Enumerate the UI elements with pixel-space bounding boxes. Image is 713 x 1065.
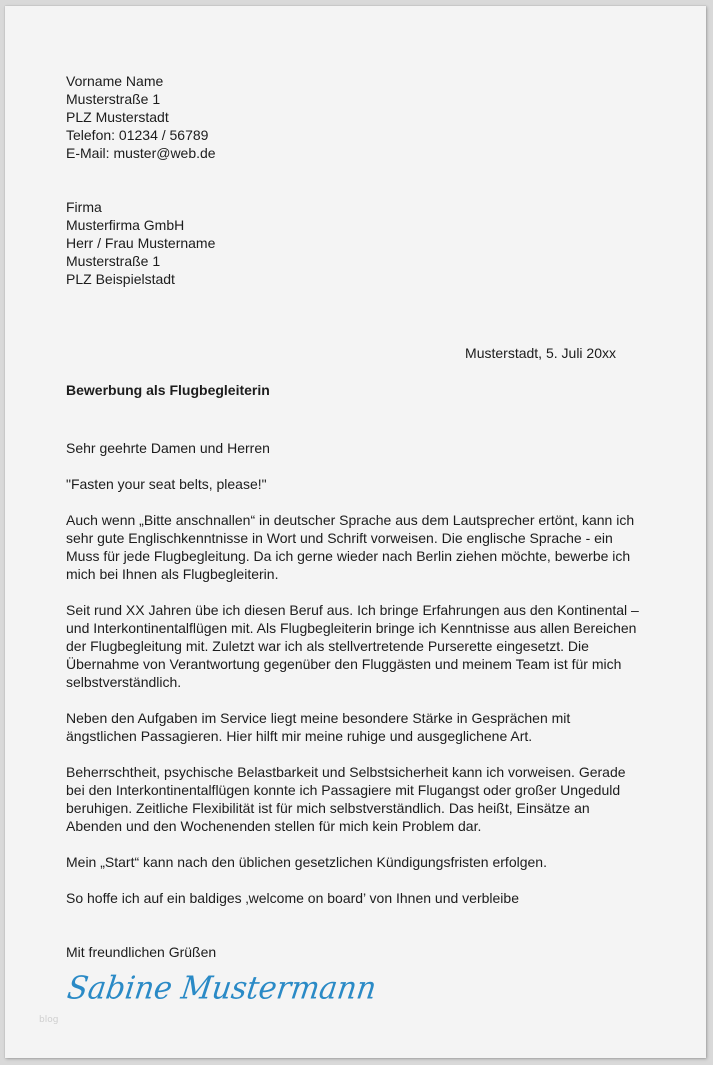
paragraph-quote: "Fasten your seat belts, please!" bbox=[66, 476, 267, 492]
recipient-address bbox=[66, 198, 215, 288]
recipient-company-label: Firma bbox=[66, 199, 102, 215]
date-line: Musterstadt, 5. Juli 20xx bbox=[465, 345, 616, 361]
paragraph-resilience: Beherrschtheit, psychische Belastbarkeit und Selbstsicherheit kann ich vorweisen. Gerade bei den Interkontinentalflügen konnte ich Passagiere mit Flugangst oder großer Ungeduld beruhigen. Zeitliche Flexibilität ist für mich selbstverständlich. Das heißt, Einsätze an Abenden und den Wochenenden stellen für mich kein Problem dar. bbox=[66, 764, 626, 834]
sender-email: E-Mail: muster@web.de bbox=[66, 145, 216, 161]
handwritten-signature: Sabine Mustermann bbox=[65, 970, 379, 1007]
sender-city: PLZ Musterstadt bbox=[66, 109, 169, 125]
sender-phone: Telefon: 01234 / 56789 bbox=[66, 127, 209, 143]
letter-page bbox=[5, 6, 706, 1058]
salutation: Sehr geehrte Damen und Herren bbox=[66, 440, 270, 456]
sender-street: Musterstraße 1 bbox=[66, 91, 161, 107]
sender-address bbox=[66, 72, 216, 162]
closing-greeting: Mit freundlichen Grüßen bbox=[66, 944, 217, 960]
watermark: blog bbox=[39, 1015, 59, 1025]
paragraph-closing-sentence: So hoffe ich auf ein baldiges ‚welcome on board’ von Ihnen und verbleibe bbox=[66, 890, 519, 906]
recipient-company: Musterfirma GmbH bbox=[66, 217, 185, 233]
paragraph-language: Auch wenn „Bitte anschnallen“ in deutscher Sprache aus dem Lautsprecher ertönt, kann ich sehr gute Englischkenntnisse in Wort und Schrift vorweisen. Die englische Sprache - ein Muss für jede Flugbegleitung. Da ich gerne wieder nach Berlin ziehen möchte, bewerbe ich mich bei Ihnen als Flugbegleiterin. bbox=[66, 512, 635, 582]
recipient-city: PLZ Beispielstadt bbox=[66, 271, 175, 287]
sender-name: Vorname Name bbox=[66, 73, 164, 89]
paragraph-experience: Seit rund XX Jahren übe ich diesen Beruf aus. Ich bringe Erfahrungen aus den Kontinental – und Interkontinentalflügen mit. Als Flugbegleiterin bringe ich Kenntnisse aus allen Bereichen der Flugbegleitung mit. Zuletzt war ich als stellvertretende Purserette eingesetzt. Die Übernahme von Verantwortung gegenüber den Fluggästen und meinem Team ist für mich selbstverständlich. bbox=[66, 602, 639, 690]
paragraph-strengths: Neben den Aufgaben im Service liegt meine besondere Stärke in Gesprächen mit ängstlichen Passagieren. Hier hilft mir meine ruhige und ausgeglichene Art. bbox=[66, 710, 571, 744]
paragraph-start: Mein „Start“ kann nach den üblichen gesetzlichen Kündigungsfristen erfolgen. bbox=[66, 854, 547, 870]
subject-line: Bewerbung als Flugbegleiterin bbox=[66, 382, 270, 398]
recipient-contact: Herr / Frau Mustername bbox=[66, 235, 216, 251]
recipient-street: Musterstraße 1 bbox=[66, 253, 161, 269]
